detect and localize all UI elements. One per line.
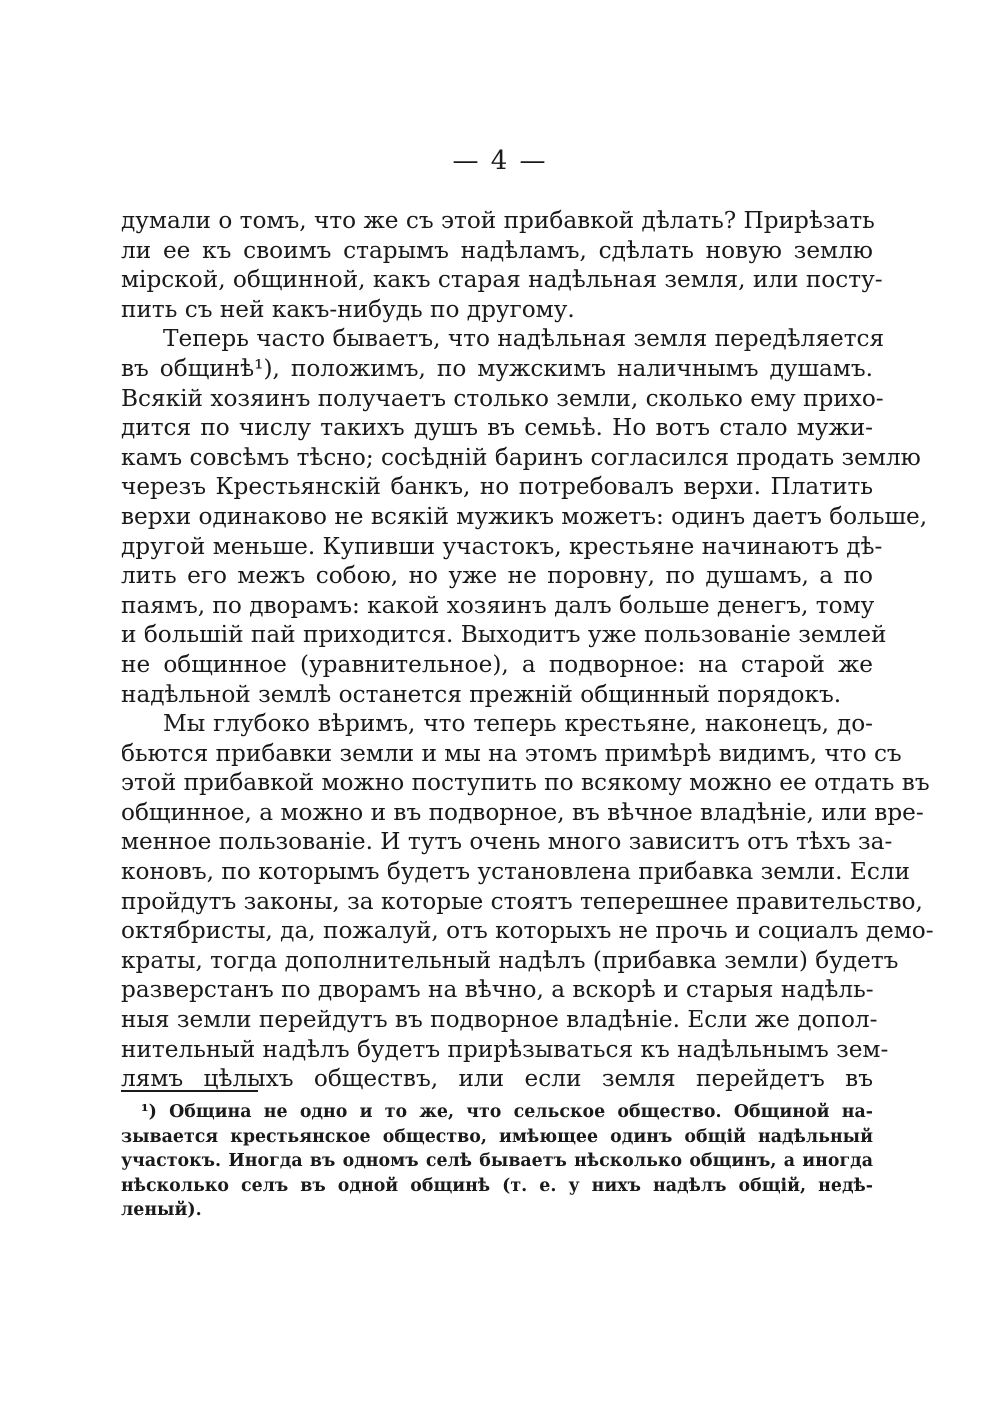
footnote-line: ¹) Община не одно и то же, что сельское общество. Общиной на- [141,1102,873,1122]
text-line: этой прибавкой можно поступить по всякому можно ее отдать въ [121,769,930,797]
footnote-line: зывается крестьянское общество, имѣющее одинъ общій надѣльный [121,1126,873,1147]
text-line: ныя земли перейдутъ въ подворное владѣніе. Если же допол- [121,1006,878,1034]
text-line: менное пользованіе. И тутъ очень много зависитъ отъ тѣхъ за- [121,828,893,856]
text-line: въ общинѣ¹), положимъ, по мужскимъ наличнымъ душамъ. [121,354,873,382]
text-line: пройдутъ законы, за которые стоятъ теперешнее правительство, [121,887,923,915]
text-line: Мы глубоко вѣримъ, что теперь крестьяне, наконецъ, до- [163,710,873,738]
text-line: дится по числу такихъ душъ въ семьѣ. Но вотъ стало мужи- [121,414,873,442]
text-line: и большій пай приходится. Выходитъ уже пользованіе землей [121,621,887,649]
text-line: ли ее къ своимъ старымъ надѣламъ, сдѣлать новую землю [121,236,873,264]
text-line: черезъ Крестьянскій банкъ, но потребовалъ верхи. Платить [121,473,873,501]
text-line: общинное, а можно и въ подворное, въ вѣчное владѣніе, или вре- [121,798,924,826]
text-line: октябристы, да, пожалуй, отъ которыхъ не прочь и социалъ демо- [121,917,934,945]
text-line: паямъ, по дворамъ: какой хозяинъ далъ больше денегъ, тому [121,591,875,619]
text-line: мірской, общинной, какъ старая надѣльная земля, или посту- [121,266,883,294]
main-text [121,206,934,1094]
text-line: думали о томъ, что же съ этой прибавкой дѣлать? Прирѣзать [121,207,875,234]
text-line: другой меньше. Купивши участокъ, крестьяне начинаютъ дѣ- [121,532,883,560]
footnote-line: нѣсколько селъ въ одной общинѣ (т. е. у нихъ надѣлъ общій, недѣ- [121,1175,873,1196]
text-line: не общинное (уравнительное), а подворное: на старой же [121,650,873,678]
text-line: бьются прибавки земли и мы на этомъ примѣрѣ видимъ, что съ [121,739,902,767]
text-line: нительный надѣлъ будетъ прирѣзываться къ надѣльнымъ зем- [121,1035,889,1063]
text-line: Теперь часто бываетъ, что надѣльная земля передѣляется [163,325,885,353]
page-number: — 4 — [452,146,548,176]
text-line: камъ совсѣмъ тѣсно; сосѣдній баринъ согласился продать землю [121,443,921,471]
text-line: пить съ ней какъ-нибудь по другому. [121,295,575,323]
text-line: коновъ, по которымъ будетъ установлена прибавка земли. Если [121,858,911,886]
footnote-line: участокъ. Иногда въ одномъ селѣ бываетъ нѣсколько общинъ, а иногда [121,1151,873,1171]
footnote-divider [121,1090,258,1092]
text-line: лямъ цѣлыхъ обществъ, или если земля перейдетъ въ [121,1065,873,1093]
footnote-line: леный). [121,1200,202,1220]
text-line: надѣльной землѣ останется прежній общинный порядокъ. [121,680,842,708]
text-line: разверстанъ по дворамъ на вѣчно, а вскорѣ и старыя надѣль- [121,976,874,1004]
text-line: Всякій хозяинъ получаетъ столько земли, сколько ему прихо- [121,384,884,412]
text-line: краты, тогда дополнительный надѣлъ (прибавка земли) будетъ [121,946,899,974]
footnote [121,1100,873,1223]
text-line: верхи одинаково не всякій мужикъ можетъ: одинъ даетъ больше, [121,502,928,530]
text-line: лить его межъ собою, но уже не поровну, по душамъ, а по [121,562,873,590]
